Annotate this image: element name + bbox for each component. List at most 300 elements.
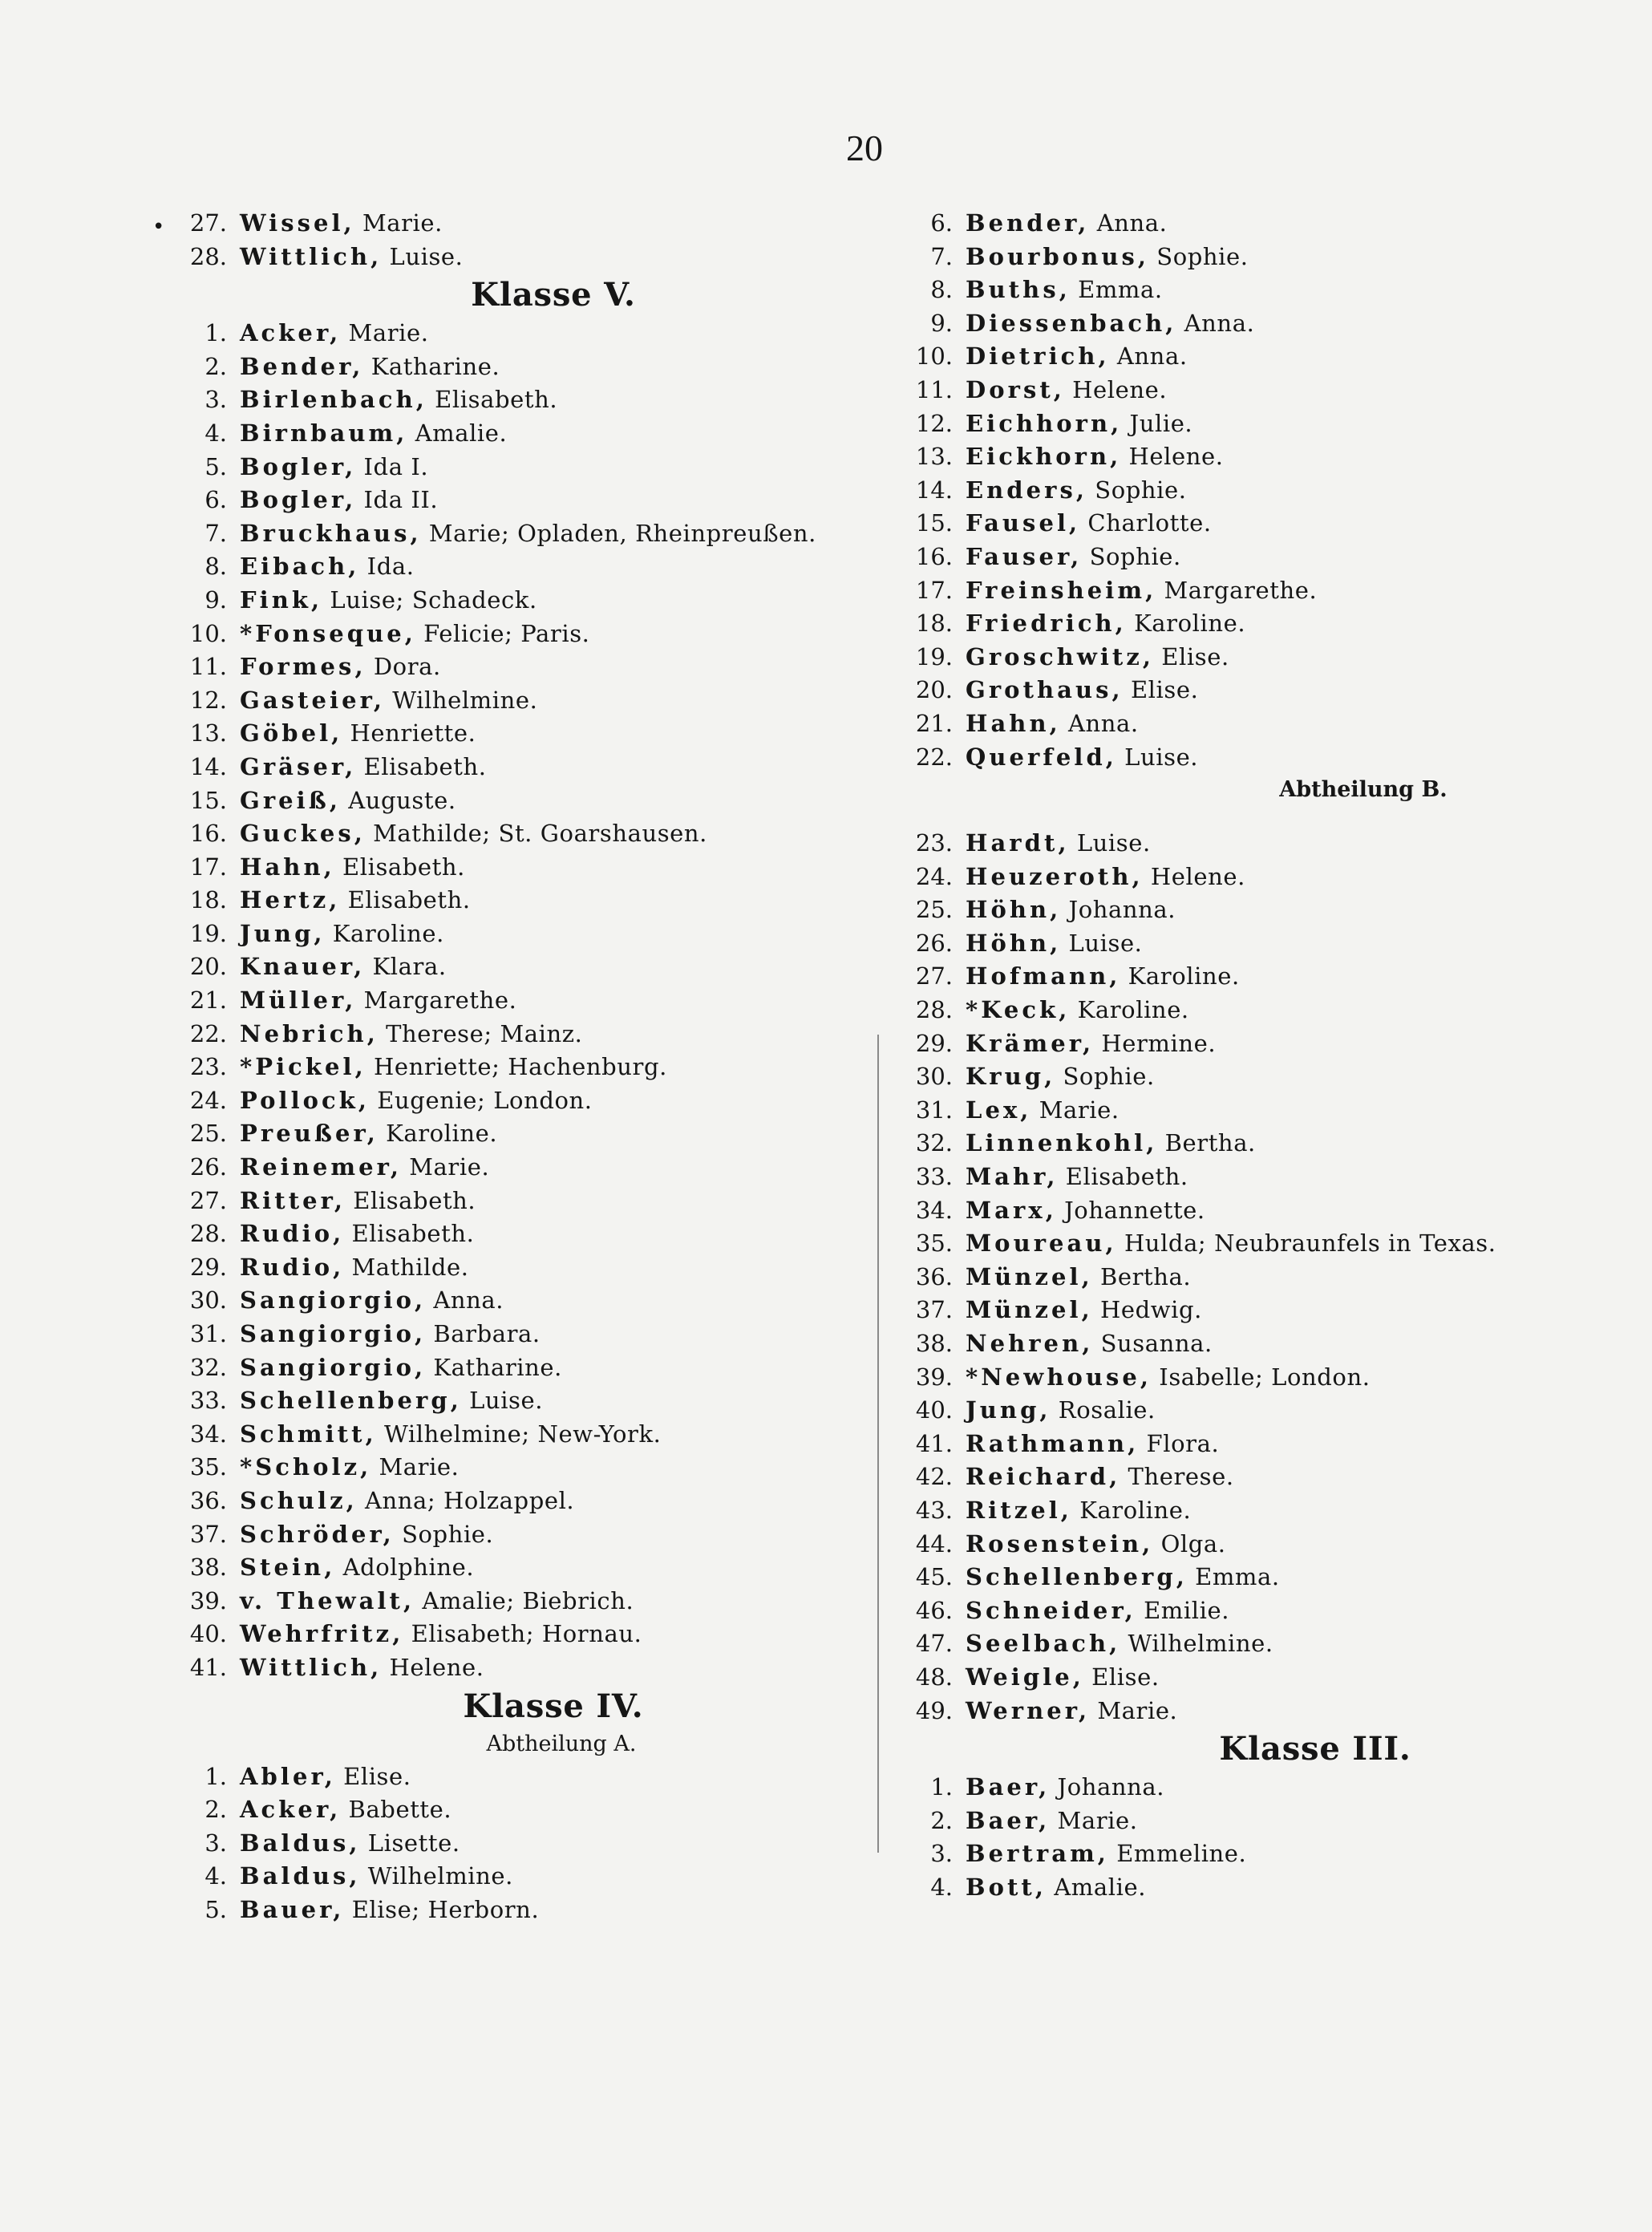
entry-surname: Lex,: [966, 1096, 1032, 1124]
entry-number: 35.: [915, 1229, 953, 1258]
list-item: [882, 1294, 1588, 1327]
entry-number: 8.: [204, 553, 227, 581]
entry-number: 26.: [915, 929, 953, 957]
entry-given-name: Karoline.: [1077, 996, 1189, 1024]
entry-given-name: Johanna.: [1068, 896, 1176, 924]
entry-surname: Buths,: [966, 276, 1071, 304]
entry-surname: Rosenstein,: [966, 1529, 1154, 1558]
entry-number: 22.: [189, 1019, 227, 1047]
entry-surname: Weigle,: [966, 1663, 1084, 1691]
entry-given-name: Elisabeth.: [351, 1220, 475, 1248]
list-item: [882, 1027, 1588, 1061]
list-item: [882, 1428, 1588, 1461]
entry-number: 49.: [915, 1696, 953, 1724]
entry-given-name: Margarethe.: [1164, 576, 1318, 604]
entry-given-name: Elisabeth.: [363, 752, 487, 780]
entry-number: 18.: [189, 886, 227, 914]
entry-given-name: Bertha.: [1099, 1262, 1192, 1290]
entry-number: 46.: [915, 1596, 953, 1624]
list-item: [156, 1793, 862, 1827]
entry-surname: Baer,: [966, 1806, 1051, 1834]
entry-given-name: Sophie.: [1156, 242, 1249, 270]
entry-surname: Bertram,: [966, 1840, 1109, 1868]
entry-number: 16.: [915, 542, 953, 570]
entry-number: 18.: [915, 610, 953, 638]
section-subheading: Abtheilung B.: [1279, 777, 1448, 803]
entry-surname: Stein,: [240, 1553, 336, 1582]
entry-given-name: Wilhelmine.: [1128, 1630, 1273, 1658]
entry-surname: Ritter,: [240, 1186, 346, 1214]
entry-number: 11.: [915, 375, 953, 403]
list-item: [156, 484, 862, 517]
entry-number: 2.: [930, 1806, 953, 1834]
list-item: [882, 307, 1588, 341]
entry-surname: Eichhorn,: [966, 409, 1123, 437]
entry-number: 9.: [204, 585, 227, 614]
entry-number: 20.: [915, 676, 953, 704]
entry-number: 7.: [204, 519, 227, 547]
entry-surname: Wissel,: [240, 209, 355, 237]
entry-surname: Groschwitz,: [966, 642, 1155, 670]
list-item: [156, 884, 862, 918]
entry-number: 27.: [189, 209, 227, 237]
entry-surname: Linnenkohl,: [966, 1129, 1158, 1157]
entry-number: 21.: [915, 709, 953, 737]
entry-given-name: Luise.: [389, 242, 464, 270]
list-item: [156, 751, 862, 784]
entry-number: 35.: [189, 1453, 227, 1481]
entry-surname: Reichard,: [966, 1463, 1121, 1491]
entry-given-name: Katharine.: [433, 1353, 562, 1381]
section-subheading: Abtheilung A.: [486, 1731, 637, 1756]
list-item: [882, 1060, 1588, 1094]
entry-number: 3.: [930, 1840, 953, 1868]
entry-number: 21.: [189, 986, 227, 1015]
entry-given-name: Helene.: [1072, 375, 1168, 403]
entry-surname: Greiß,: [240, 786, 342, 814]
list-item: [156, 1860, 862, 1894]
list-item: [156, 1518, 862, 1552]
entry-given-name: Elisabeth.: [353, 1186, 476, 1214]
entry-number: 37.: [915, 1296, 953, 1324]
entry-number: 38.: [915, 1330, 953, 1357]
entry-given-name: Karoline.: [1134, 610, 1246, 638]
list-item: [156, 1051, 862, 1084]
entry-surname: Diessenbach,: [966, 309, 1177, 337]
entry-number: 36.: [189, 1486, 227, 1514]
entry-given-name: Henriette.: [350, 719, 476, 747]
entry-number: 43.: [915, 1496, 953, 1524]
list-item: [882, 440, 1588, 474]
entry-given-name: Marie.: [362, 209, 443, 237]
entry-given-name: Anna.: [1184, 309, 1255, 337]
entry-number: 42.: [915, 1463, 953, 1491]
entry-surname: Knauer,: [240, 953, 366, 981]
entry-number: 10.: [189, 619, 227, 647]
entry-given-name: Luise.: [469, 1387, 544, 1415]
entry-number: 24.: [915, 862, 953, 890]
list-item: [156, 1217, 862, 1251]
entry-number: 12.: [189, 686, 227, 714]
entry-given-name: Emilie.: [1144, 1596, 1229, 1624]
list-item: [882, 273, 1588, 307]
entry-given-name: Elise; Herborn.: [351, 1895, 540, 1923]
entry-given-name: Johannette.: [1064, 1196, 1205, 1224]
entry-surname: Höhn,: [966, 929, 1062, 957]
entry-surname: Enders,: [966, 476, 1088, 504]
list-item: [156, 650, 862, 684]
list-item: [882, 1361, 1588, 1395]
column-divider: [877, 1035, 879, 1853]
list-item: [882, 1227, 1588, 1261]
entry-number: 23.: [189, 1053, 227, 1081]
entry-given-name: Emmeline.: [1116, 1840, 1247, 1868]
entry-number: 5.: [204, 452, 227, 480]
entry-number: 36.: [915, 1262, 953, 1290]
entry-number: 45.: [915, 1563, 953, 1591]
entry-surname: Sangiorgio,: [240, 1286, 427, 1314]
entry-number: 12.: [915, 409, 953, 437]
entry-surname: Fausel,: [966, 509, 1081, 537]
entry-number: 2.: [204, 1796, 227, 1824]
entry-surname: Bott,: [966, 1873, 1047, 1901]
entry-number: 39.: [189, 1586, 227, 1614]
list-item: [882, 861, 1588, 894]
entry-surname: Hahn,: [240, 853, 335, 881]
entry-given-name: Barbara.: [433, 1320, 541, 1347]
entry-number: 28.: [189, 242, 227, 270]
list-item: [882, 1194, 1588, 1228]
entry-surname: Bourbonus,: [966, 242, 1150, 270]
entry-given-name: Marie.: [379, 1453, 460, 1481]
entry-given-name: Klara.: [372, 953, 447, 981]
entry-surname: Fauser,: [966, 542, 1083, 570]
entry-surname: Querfeld,: [966, 743, 1117, 771]
entry-given-name: Elisabeth.: [347, 886, 471, 914]
entry-number: 5.: [204, 1895, 227, 1923]
entry-surname: Bruckhaus,: [240, 519, 422, 547]
entry-number: 27.: [189, 1186, 227, 1214]
list-item: [882, 241, 1588, 274]
right-column: [882, 207, 1588, 1905]
list-item: [156, 1551, 862, 1585]
entry-number: 44.: [915, 1529, 953, 1558]
entry-number: 14.: [915, 476, 953, 504]
entry-surname: Schulz,: [240, 1486, 358, 1514]
entry-surname: *Scholz,: [240, 1453, 372, 1481]
entry-given-name: Henriette; Hachenburg.: [374, 1053, 667, 1081]
entry-number: 23.: [915, 829, 953, 857]
entry-number: 40.: [189, 1620, 227, 1648]
entry-given-name: Marie.: [1097, 1696, 1178, 1724]
entry-surname: Hardt,: [966, 829, 1070, 857]
entry-number: 28.: [189, 1220, 227, 1248]
list-item: [882, 1627, 1588, 1661]
list-item: [156, 1084, 862, 1118]
entry-surname: Ritzel,: [966, 1496, 1072, 1524]
list-item: [156, 1651, 862, 1685]
list-item: [882, 340, 1588, 374]
entry-number: 30.: [915, 1063, 953, 1091]
list-item: [156, 684, 862, 718]
list-item: [882, 960, 1588, 994]
entry-surname: Seelbach,: [966, 1630, 1121, 1658]
list-item: [156, 1318, 862, 1351]
entry-given-name: Amalie.: [415, 419, 508, 447]
list-item: [156, 717, 862, 751]
entry-given-name: Rosalie.: [1058, 1396, 1156, 1424]
entry-surname: Baldus,: [240, 1829, 361, 1857]
entry-number: 19.: [915, 642, 953, 670]
entry-number: 37.: [189, 1520, 227, 1548]
list-item: [882, 893, 1588, 927]
entry-given-name: Felicie; Paris.: [423, 619, 590, 647]
entry-number: 6.: [204, 486, 227, 514]
entry-given-name: Amalie.: [1054, 1873, 1146, 1901]
entry-given-name: Marie.: [409, 1153, 490, 1181]
entry-given-name: Emma.: [1195, 1563, 1280, 1591]
entry-surname: Bender,: [240, 352, 364, 380]
list-item: [156, 1351, 862, 1385]
entry-number: 30.: [189, 1286, 227, 1314]
entry-number: 24.: [189, 1086, 227, 1114]
entry-given-name: Hulda; Neubraunfels in Texas.: [1124, 1229, 1496, 1258]
list-item: [882, 574, 1588, 608]
list-item: [156, 618, 862, 651]
list-item: [156, 1384, 862, 1418]
entry-given-name: Anna.: [433, 1286, 504, 1314]
entry-number: 31.: [189, 1320, 227, 1347]
entry-given-name: Karoline.: [1079, 1496, 1192, 1524]
entry-surname: Fink,: [240, 585, 323, 614]
list-item: [882, 827, 1588, 861]
list-item: [156, 817, 862, 851]
list-item: [882, 1327, 1588, 1361]
entry-given-name: Hermine.: [1101, 1029, 1217, 1057]
entry-given-name: Luise.: [1076, 829, 1151, 857]
entry-number: 11.: [189, 653, 227, 681]
entry-number: 40.: [915, 1396, 953, 1424]
list-item: [882, 1394, 1588, 1428]
entry-number: 17.: [915, 576, 953, 604]
entry-given-name: Elise.: [343, 1762, 411, 1790]
list-item: [156, 1418, 862, 1452]
list-item: [882, 1805, 1588, 1838]
list-item: [882, 707, 1588, 741]
entry-surname: Preußer,: [240, 1120, 379, 1148]
entry-surname: *Pickel,: [240, 1053, 366, 1081]
entry-given-name: Bertha.: [1164, 1129, 1256, 1157]
list-item: [882, 674, 1588, 707]
entry-number: 20.: [189, 953, 227, 981]
list-item: [156, 784, 862, 818]
entry-given-name: Mathilde.: [351, 1253, 469, 1281]
list-item: [156, 851, 862, 885]
entry-surname: Freinsheim,: [966, 576, 1157, 604]
entry-given-name: Katharine.: [370, 352, 500, 380]
entry-number: 6.: [930, 209, 953, 237]
entry-surname: Schellenberg,: [966, 1563, 1188, 1591]
entry-surname: Göbel,: [240, 719, 343, 747]
list-item: [156, 1451, 862, 1485]
page-number: 20: [846, 128, 883, 168]
entry-number: 8.: [930, 276, 953, 304]
entry-number: 4.: [204, 1862, 227, 1890]
list-item: [882, 1661, 1588, 1695]
entry-given-name: Johanna.: [1057, 1773, 1165, 1801]
entry-surname: Krämer,: [966, 1029, 1095, 1057]
entry-number: 34.: [189, 1420, 227, 1448]
class-heading: Klasse IV.: [463, 1687, 644, 1725]
entry-given-name: Anna; Holzappel.: [365, 1486, 575, 1514]
list-item: [156, 918, 862, 951]
list-item: [882, 1771, 1588, 1805]
entry-given-name: Hedwig.: [1099, 1296, 1202, 1324]
entry-number: 38.: [189, 1553, 227, 1582]
entry-number: 16.: [189, 820, 227, 848]
list-item: [156, 1284, 862, 1318]
entry-number: 19.: [189, 919, 227, 947]
entry-surname: Nebrich,: [240, 1019, 379, 1047]
entry-surname: Baldus,: [240, 1862, 361, 1890]
list-item: [882, 507, 1588, 541]
list-item: [882, 607, 1588, 641]
entry-number: 28.: [915, 996, 953, 1024]
list-item: [882, 994, 1588, 1027]
list-item: [156, 584, 862, 618]
entry-number: 33.: [915, 1163, 953, 1191]
list-item: [156, 1485, 862, 1518]
entry-number: 10.: [915, 342, 953, 371]
entry-surname: Guckes,: [240, 820, 366, 848]
list-item: [882, 1460, 1588, 1494]
entry-surname: Formes,: [240, 653, 366, 681]
entry-surname: Schellenberg,: [240, 1387, 462, 1415]
entry-given-name: Elise.: [1091, 1663, 1160, 1691]
list-item: [156, 451, 862, 484]
entry-surname: Rathmann,: [966, 1429, 1140, 1457]
class-heading: Klasse V.: [471, 276, 636, 314]
entry-given-name: Ida.: [366, 553, 415, 581]
list-item: [156, 1827, 862, 1861]
entry-surname: Rudio,: [240, 1253, 345, 1281]
entry-number: 1.: [930, 1773, 953, 1801]
entry-surname: Birnbaum,: [240, 419, 408, 447]
list-item: [882, 407, 1588, 441]
entry-given-name: Wilhelmine.: [392, 686, 538, 714]
entry-given-name: Sophie.: [402, 1520, 494, 1548]
entry-given-name: Eugenie; London.: [377, 1086, 593, 1114]
entry-surname: Wittlich,: [240, 1653, 383, 1681]
list-item: [882, 1094, 1588, 1128]
entry-given-name: Ida II.: [363, 486, 439, 514]
entry-number: 41.: [189, 1653, 227, 1681]
entry-number: 25.: [915, 896, 953, 924]
entry-given-name: Dora.: [373, 653, 441, 681]
entry-given-name: Karoline.: [1128, 962, 1240, 990]
list-item: [882, 927, 1588, 961]
entry-number: 33.: [189, 1387, 227, 1415]
entry-number: 25.: [189, 1120, 227, 1148]
entry-given-name: Auguste.: [348, 786, 456, 814]
entry-surname: Nehren,: [966, 1330, 1094, 1357]
entry-surname: Bauer,: [240, 1895, 345, 1923]
entry-surname: Eickhorn,: [966, 443, 1122, 471]
entry-number: 2.: [204, 352, 227, 380]
list-item: [882, 641, 1588, 674]
entry-given-name: Elisabeth.: [1065, 1163, 1188, 1191]
entry-number: 13.: [189, 719, 227, 747]
list-item: [156, 1151, 862, 1185]
list-item: [882, 1161, 1588, 1194]
list-item: [156, 207, 862, 241]
entry-given-name: Anna.: [1116, 342, 1188, 371]
list-item: [156, 1760, 862, 1794]
list-item: [156, 1894, 862, 1927]
entry-surname: Hahn,: [966, 709, 1061, 737]
list-item: [156, 1117, 862, 1151]
entry-given-name: Luise.: [1068, 929, 1143, 957]
list-item: [156, 317, 862, 350]
entry-given-name: Sophie.: [1095, 476, 1187, 504]
entry-number: 41.: [915, 1429, 953, 1457]
entry-surname: Werner,: [966, 1696, 1091, 1724]
spacer: [882, 806, 1588, 827]
entry-surname: Hertz,: [240, 886, 341, 914]
entry-surname: Birlenbach,: [240, 386, 427, 414]
entry-given-name: Sophie.: [1089, 542, 1181, 570]
entry-surname: Bogler,: [240, 452, 357, 480]
entry-surname: Wehrfritz,: [240, 1620, 404, 1648]
entry-number: 4.: [204, 419, 227, 447]
entry-given-name: Margarethe.: [363, 986, 517, 1015]
list-item: [882, 1494, 1588, 1528]
entry-given-name: Ida I.: [363, 452, 429, 480]
entry-surname: Wittlich,: [240, 242, 383, 270]
entry-given-name: Julie.: [1129, 409, 1193, 437]
entry-surname: Rudio,: [240, 1220, 345, 1248]
entry-given-name: Adolphine.: [342, 1553, 475, 1582]
entry-number: 13.: [915, 443, 953, 471]
entry-surname: Schneider,: [966, 1596, 1136, 1624]
entry-surname: Schröder,: [240, 1520, 395, 1548]
list-item: [156, 1618, 862, 1651]
entry-number: 9.: [930, 309, 953, 337]
entry-given-name: Helene.: [389, 1653, 484, 1681]
entry-number: 22.: [915, 743, 953, 771]
list-item: [156, 950, 862, 984]
entry-given-name: Babette.: [348, 1796, 452, 1824]
entry-surname: Grothaus,: [966, 676, 1124, 704]
list-item: [156, 1251, 862, 1285]
entry-given-name: Marie.: [1039, 1096, 1120, 1124]
entry-given-name: Wilhelmine; New-York.: [383, 1420, 662, 1448]
entry-given-name: Flora.: [1146, 1429, 1220, 1457]
entry-number: 32.: [189, 1353, 227, 1381]
entry-surname: *Fonseque,: [240, 619, 416, 647]
entry-surname: Münzel,: [966, 1262, 1093, 1290]
entry-given-name: Emma.: [1078, 276, 1163, 304]
entry-surname: Mahr,: [966, 1163, 1059, 1191]
entry-number: 1.: [204, 1762, 227, 1790]
list-item: [156, 550, 862, 584]
entry-given-name: Luise.: [1124, 743, 1199, 771]
entry-given-name: Olga.: [1160, 1529, 1226, 1558]
list-item: [156, 1018, 862, 1051]
entry-number: 7.: [930, 242, 953, 270]
list-item: [156, 1185, 862, 1218]
entry-surname: Friedrich,: [966, 610, 1127, 638]
